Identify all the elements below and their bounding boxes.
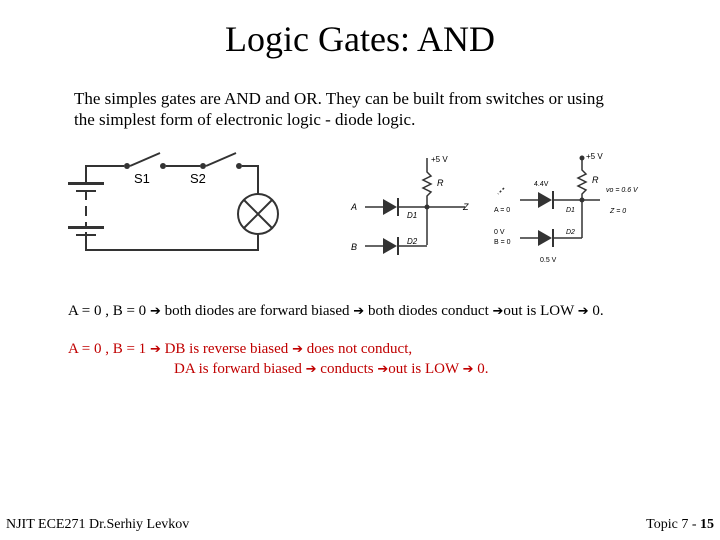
footer-topic	[646, 517, 714, 533]
page-number: 15	[700, 517, 714, 532]
vcc-label: +5 V	[431, 155, 448, 164]
av-label: 0 V	[494, 229, 505, 236]
d2-label: D2	[407, 237, 418, 246]
biased-diode-circuit	[490, 150, 665, 265]
diode-and-circuit	[345, 150, 480, 260]
b-label: B	[351, 242, 358, 252]
switch-lamp-circuit	[60, 150, 270, 265]
vcc-label-2: +5 V	[586, 152, 603, 161]
arrow-icon: ➔	[149, 342, 161, 357]
d1-label: D1	[407, 211, 418, 220]
case1-line	[68, 303, 604, 320]
vd-label: 4.4V	[534, 181, 549, 188]
bottom-v-label: 0.5 V	[540, 257, 557, 264]
case1-condition: A = 0 , B = 0	[68, 303, 150, 319]
r-label: R	[437, 178, 444, 188]
r-label-2: R	[592, 175, 599, 185]
arrow-icon: ➔	[377, 362, 389, 377]
intro-line-1: The simples gates are AND and OR. They can be built from switches or using	[74, 89, 604, 108]
case2-conducts: conducts	[316, 361, 378, 377]
case2-line-2	[174, 361, 489, 378]
case1-bias: both diodes are forward biased	[160, 303, 354, 319]
arrow-icon: ➔	[353, 304, 365, 319]
intro-line-2: the simplest form of electronic logic - diode logic.	[74, 110, 416, 129]
case2-condition: A = 0 , B = 1	[68, 341, 150, 357]
arrow-icon: ➔	[292, 342, 303, 357]
z-label: Z	[463, 202, 469, 212]
arrow-icon: ➔	[492, 304, 504, 319]
case2-out: out is LOW	[388, 361, 463, 377]
b-eq-label: B = 0	[494, 239, 511, 246]
d1-label-2: D1	[566, 207, 575, 214]
arrow-icon: ➔	[305, 362, 317, 377]
a-eq-label: A = 0	[494, 207, 511, 214]
case1-conduct: both diodes conduct	[364, 303, 493, 319]
footer-author: NJIT ECE271 Dr.Serhiy Levkov	[6, 517, 190, 532]
case2-value: 0.	[473, 361, 489, 377]
arrow-icon: ➔	[577, 304, 589, 319]
s1-label: S1	[134, 171, 150, 186]
case2-db-bias: DB is reverse biased	[160, 341, 293, 357]
slide-title: Logic Gates: AND	[225, 19, 495, 59]
arrow-icon: ➔	[462, 362, 474, 377]
case2-no-conduct: does not conduct,	[302, 341, 413, 357]
intro-text	[74, 88, 674, 130]
case2-da-bias: DA is forward biased	[174, 361, 306, 377]
case1-out: out is LOW	[503, 303, 578, 319]
s2-label: S2	[190, 171, 206, 186]
a-label: A	[351, 202, 358, 212]
vout-label: vo = 0.6 V	[606, 187, 638, 194]
z-eq-label: Z = 0	[610, 208, 627, 215]
arrow-icon: ➔	[149, 304, 161, 319]
topic-label: Topic 7 -	[646, 517, 700, 532]
case1-value: 0.	[588, 303, 604, 319]
d2-label-2: D2	[566, 229, 575, 236]
case2-line-1	[68, 341, 412, 358]
